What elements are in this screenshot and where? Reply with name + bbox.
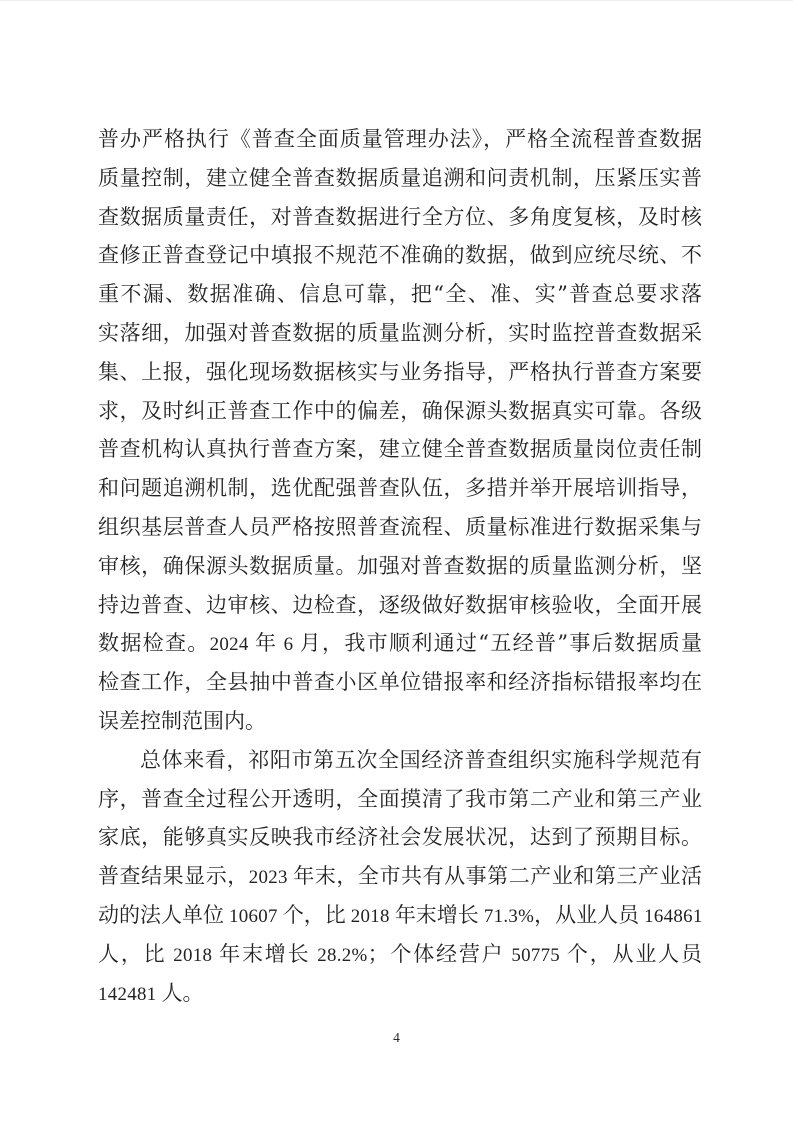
text-line: 总体来看，祁阳市第五次全国经济普查组织实施科学规范有 — [140, 747, 702, 772]
text-line: 人，比 2018 年末增长 28.2%；个体经营户 50775 个，从业人员 — [98, 941, 703, 966]
text-line: 误差控制范围内。 — [98, 708, 266, 733]
text-line: 查数据质量责任，对普查数据进行全方位、多角度复核，及时核 — [98, 204, 702, 229]
text-line: 质量控制，建立健全普查数据质量追溯和问责机制，压紧压实普 — [98, 165, 702, 190]
text-line: 和问题追溯机制，选优配强普查队伍，多措并举开展培训指导， — [98, 476, 702, 501]
text-line: 普查机构认真执行普查方案，建立健全普查数据质量岗位责任制 — [98, 437, 702, 462]
numeric-text: 71.3% — [478, 905, 535, 927]
document-body — [98, 120, 702, 1012]
numeric-text: 28.2% — [310, 944, 368, 966]
text-line: 持边普查、边审核、边检查，逐级做好数据审核验收，全面开展 — [98, 592, 702, 617]
numeric-text: 164861 — [639, 905, 703, 927]
numeric-text: 10607 — [224, 905, 283, 927]
numeric-text: 50775 — [504, 944, 567, 966]
text-line: 序，普查全过程公开透明，全面摸清了我市第二产业和第三产业 — [98, 786, 702, 811]
text-line: 重不漏、数据准确、信息可靠，把“全、准、实”普查总要求落 — [98, 282, 702, 307]
text-line: 求，及时纠正普查工作中的偏差，确保源头数据真实可靠。各级 — [98, 398, 702, 423]
numeric-text: 2024 — [209, 634, 255, 656]
page-number: 4 — [393, 1030, 400, 1045]
numeric-text: 2023 — [248, 867, 294, 889]
text-line: 组织基层普查人员严格按照普查流程、质量标准进行数据采集与 — [98, 514, 702, 539]
text-line: 普办严格执行《普查全面质量管理办法》，严格全流程普查数据 — [98, 127, 702, 151]
text-line: 集、上报，强化现场数据核实与业务指导，严格执行普查方案要 — [98, 359, 702, 384]
text-line: 查修正普查登记中填报不规范不准确的数据，做到应统尽统、不 — [98, 243, 702, 268]
text-line: 家底，能够真实反映我市经济社会发展状况，达到了预期目标。 — [98, 825, 702, 850]
page-top-edge — [0, 0, 793, 1]
text-line: 普查结果显示，2023 年末，全市共有从事第二产业和第三产业活 — [98, 864, 702, 889]
numeric-text: 142481 — [98, 983, 162, 1005]
text-line: 数据检查。2024 年 6 月，我市顺利通过“五经普”事后数据质量 — [98, 631, 702, 656]
text-line: 审核，确保源头数据质量。加强对普查数据的质量监测分析，坚 — [98, 553, 702, 578]
text-line: 实落细，加强对普查数据的质量监测分析，实时监控普查数据采 — [98, 320, 702, 345]
text-line: 检查工作，全县抽中普查小区单位错报率和经济指标错报率均在 — [98, 670, 702, 695]
text-line: 动的法人单位 10607 个，比 2018 年末增长 71.3%，从业人员 164861 — [98, 902, 703, 927]
numeric-text: 6 — [277, 634, 300, 656]
numeric-text: 2018 — [345, 905, 395, 927]
numeric-text: 2018 — [166, 944, 220, 966]
text-line: 142481 人。 — [98, 980, 204, 1005]
